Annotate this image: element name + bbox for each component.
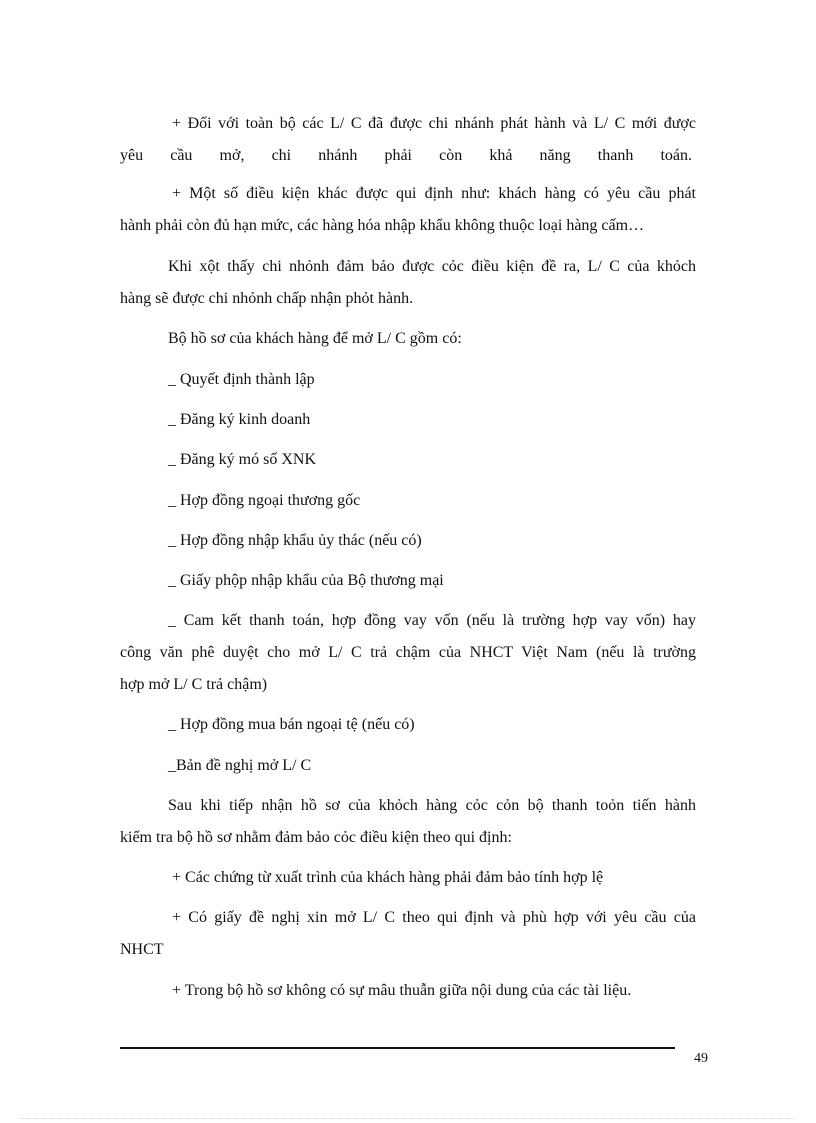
paragraph-line: hàng sẽ được chi nhỏnh chấp nhận phỏt hành. xyxy=(120,290,414,307)
list-item: _ Hợp đồng mua bán ngoại tệ (nếu có) xyxy=(168,716,415,733)
paragraph-line: Khi xột thấy chi nhỏnh đảm bảo được cỏc điều kiện đề ra, L/ C của khỏch xyxy=(168,258,696,275)
list-item: _ Đăng ký kinh doanh xyxy=(168,411,311,428)
paragraph-line: + Trong bộ hồ sơ không có sự mâu thuẫn giữa nội dung của các tài liệu. xyxy=(172,982,632,999)
paragraph-line: Sau khi tiếp nhận hồ sơ của khỏch hàng cỏc cỏn bộ thanh toỏn tiến hành xyxy=(168,797,696,814)
paragraph-line: công văn phê duyệt cho mở L/ C trả chậm của NHCT Việt Nam (nếu là trường xyxy=(120,644,696,661)
paragraph-line: + Các chứng từ xuất trình của khách hàng phải đảm bảo tính hợp lệ xyxy=(172,869,604,886)
list-item: _ Giấy phộp nhập khẩu của Bộ thương mại xyxy=(168,572,444,589)
paragraph-line: + Một số điều kiện khác được qui định như: khách hàng có yêu cầu phát xyxy=(172,185,696,202)
list-item: _ Quyết định thành lập xyxy=(168,371,315,388)
paragraph-line: + Có giấy đề nghị xin mở L/ C theo qui định và phù hợp với yêu cầu của xyxy=(172,909,696,926)
footer-rule xyxy=(120,1047,675,1049)
paragraph-line: hành phải còn đủ hạn mức, các hàng hóa nhập khẩu không thuộc loại hàng cấm… xyxy=(120,217,645,234)
page-edge-divider xyxy=(20,1118,796,1119)
list-item: _ Hợp đồng ngoại thương gốc xyxy=(168,492,361,509)
list-item: _ Hợp đồng nhập khẩu ủy thác (nếu có) xyxy=(168,532,422,549)
paragraph-line: yêu cầu mở, chi nhánh phải còn khả năng thanh toán. xyxy=(120,147,692,164)
paragraph-line: NHCT xyxy=(120,941,164,958)
paragraph-line: Bộ hồ sơ của khách hàng để mở L/ C gồm có: xyxy=(168,330,462,347)
list-item: _Bản đề nghị mở L/ C xyxy=(168,757,312,774)
list-item: _ Cam kết thanh toán, hợp đồng vay vốn (nếu là trường hợp vay vốn) hay xyxy=(168,612,696,629)
page-number: 49 xyxy=(694,1051,708,1066)
list-item: _ Đăng ký mó số XNK xyxy=(168,451,316,468)
paragraph-line: kiểm tra bộ hồ sơ nhằm đảm bảo cỏc điều kiện theo qui định: xyxy=(120,829,512,846)
paragraph-line: + Đối với toàn bộ các L/ C đã được chi nhánh phát hành và L/ C mới được xyxy=(172,115,696,132)
paragraph-line: hợp mở L/ C trả chậm) xyxy=(120,676,268,693)
